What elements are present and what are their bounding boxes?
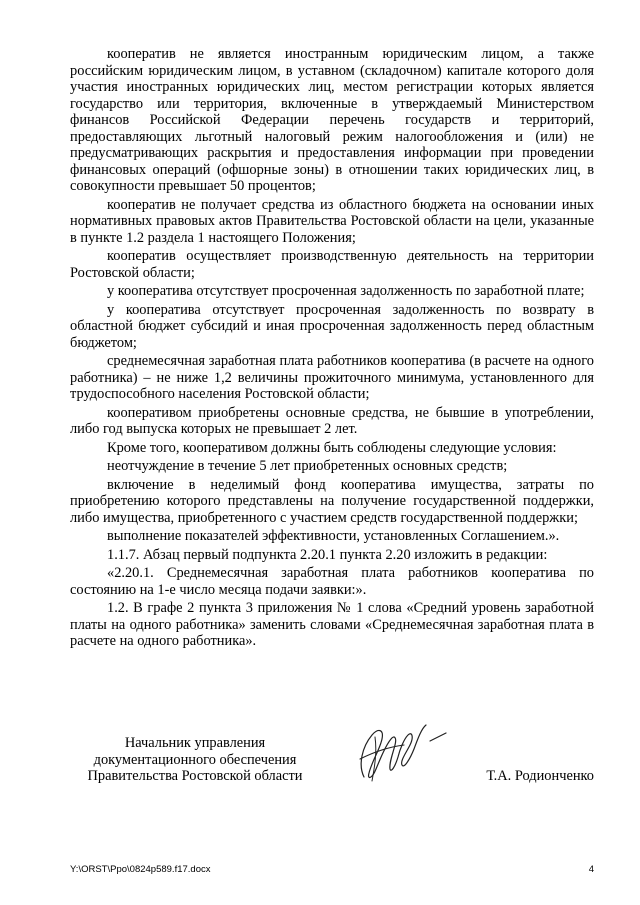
- document-body: [70, 46, 594, 650]
- paragraph-indivisible-fund: включение в неделимый фонд кооператива имущества, затраты по приобретению которого представлены на получение государственной поддержки, либо имущества, приобретенного с участием средств государственной поддержки;: [70, 476, 594, 526]
- paragraph-amendment-1-1-7: 1.1.7. Абзац первый подпункта 2.20.1 пункта 2.20 изложить в редакции:: [107, 546, 548, 563]
- page-number: 4: [588, 864, 594, 875]
- paragraph-average-wage: среднемесячная заработная плата работников кооператива (в расчете на одного работника) – не ниже 1,2 величины прожиточного минимума, установленного для трудоспособного населения Ростовской области;: [70, 353, 594, 402]
- signature-block: [70, 735, 594, 795]
- position-line-1: Начальник управления: [124, 735, 266, 751]
- handwritten-signature: [342, 717, 452, 789]
- paragraph-efficiency-indicators: выполнение показателей эффективности, установленных Соглашением.».: [107, 528, 560, 544]
- paragraph-budget-funds: кооператив не получает средства из областного бюджета на основании иных нормативных правовых актов Правительства Ростовской области на цели, указанные в пункте 1.2 раздела 1 настоящего Положения;: [70, 196, 594, 246]
- paragraph-amendment-1-2: 1.2. В графе 2 пункта 3 приложения № 1 слова «Средний уровень заработной платы на одного работника» заменить словами «Среднемесячная заработная плата в расчете на одного работника».: [70, 600, 594, 649]
- signatory-position: [70, 735, 320, 785]
- paragraph-wage-arrears: у кооператива отсутствует просроченная задолженность по заработной плате;: [107, 283, 585, 299]
- position-line-2: документационного обеспечения: [93, 751, 297, 768]
- paragraph-subclause-2-20-1: «2.20.1. Среднемесячная заработная плата работников кооператива по состоянию на 1-е число месяца подачи заявки:».: [70, 565, 594, 598]
- paragraph-fixed-assets: кооперативом приобретены основные средства, не бывшие в употреблении, либо год выпуска которых не превышает 2 лет.: [70, 404, 594, 437]
- paragraph-foreign-entity: кооператив не является иностранным юридическим лицом, а также российским юридическим лицом, в уставном (складочном) капитале которого доля участия иностранных юридических лиц, местом регистрации которых является государство или территория, включенные в утверждаемый Министерством финансов Российской Федерации перечень государств и территорий, предоставляющих льготный налоговый режим налогообложения и (или) не предусматривающих раскрытия и предоставления информации при проведении финансовых операций (офшорные зоны) в отношении таких юридических лиц, в совокупности превышает 50 процентов;: [70, 46, 594, 194]
- position-line-3: Правительства Ростовской области: [87, 768, 303, 784]
- paragraph-production-activity: кооператив осуществляет производственную деятельность на территории Ростовской области;: [70, 248, 594, 281]
- paragraph-non-alienation: неотчуждение в течение 5 лет приобретенных основных средств;: [107, 458, 508, 474]
- file-path: Y:\ORST\Ppo\0824p589.f17.docx: [70, 864, 211, 875]
- paragraph-subsidy-arrears: у кооператива отсутствует просроченная задолженность по возврату в областной бюджет субсидий и иная просроченная задолженность перед областным бюджетом;: [70, 301, 594, 351]
- paragraph-additional-conditions: Кроме того, кооперативом должны быть соблюдены следующие условия:: [107, 439, 557, 456]
- signatory-name: Т.А. Родионченко: [486, 768, 594, 784]
